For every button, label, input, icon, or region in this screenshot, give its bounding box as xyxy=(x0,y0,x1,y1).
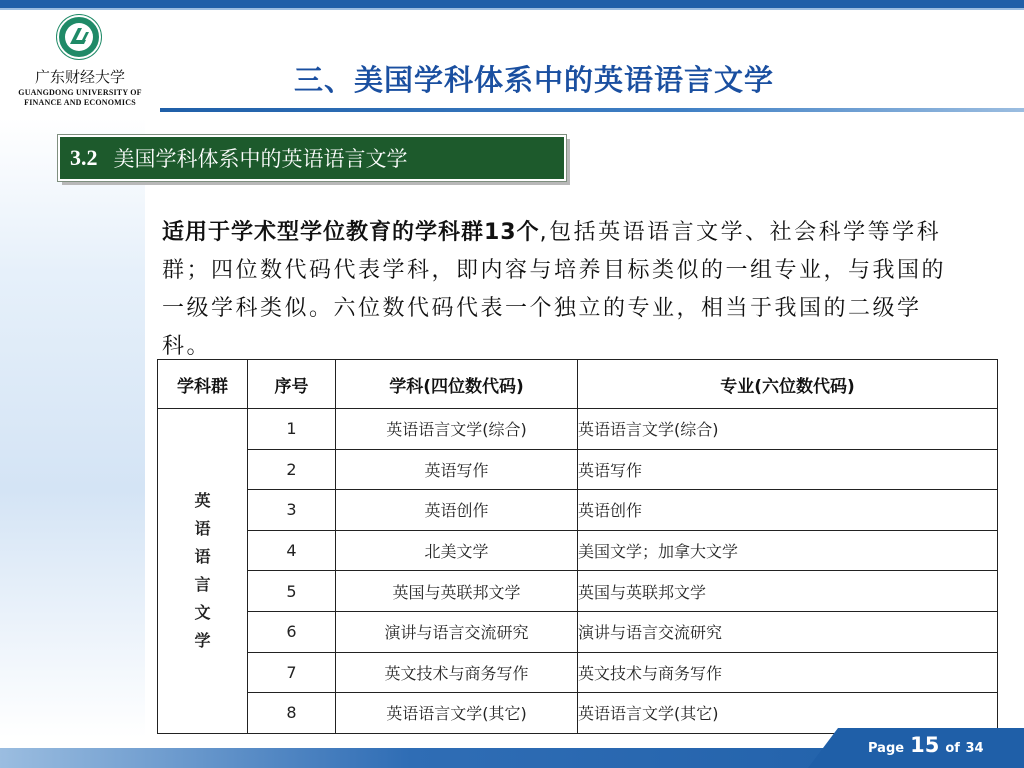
left-decor-stripe xyxy=(0,118,145,738)
university-name-en-line2: FINANCE AND ECONOMICS xyxy=(24,98,136,107)
cell-major: 英语写作 xyxy=(578,449,998,490)
table-row xyxy=(158,693,998,734)
table-header-row xyxy=(158,360,998,409)
page-total: 34 xyxy=(965,741,984,756)
table-row xyxy=(158,530,998,571)
cell-major: 英语语言文学(其它) xyxy=(578,693,998,734)
cell-major: 美国文学；加拿大文学 xyxy=(578,530,998,571)
table-row xyxy=(158,490,998,531)
top-decor-line xyxy=(0,8,1024,10)
header-major: 专业(六位数代码) xyxy=(578,360,998,409)
cell-subject: 英国与英联邦文学 xyxy=(336,571,578,612)
page-title: 三、美国学科体系中的英语语言文学 xyxy=(294,63,775,97)
page-current: 15 xyxy=(910,733,940,757)
section-heading-box xyxy=(58,135,566,181)
cell-index: 5 xyxy=(248,571,336,612)
cell-major: 演讲与语言交流研究 xyxy=(578,611,998,652)
group-label-char: 言 xyxy=(194,574,211,594)
header-subject: 学科(四位数代码) xyxy=(336,360,578,409)
page-word: Page xyxy=(868,741,905,756)
cell-major: 英语语言文学(综合) xyxy=(578,409,998,450)
cell-subject: 英语写作 xyxy=(336,449,578,490)
cell-index: 7 xyxy=(248,652,336,693)
cell-index: 4 xyxy=(248,530,336,571)
body-rest-text: ,包括英语语言文学、社会科学等学科群；四位数代码代表学科，即内容与培养目标类似的一组专业，与我国的一级学科类似。六位数代码代表一个独立的专业，相当于我国的二级学科。 xyxy=(162,220,947,359)
table-row xyxy=(158,571,998,612)
cell-index: 2 xyxy=(248,449,336,490)
cell-subject: 英语创作 xyxy=(336,490,578,531)
body-paragraph xyxy=(162,214,962,366)
logo-emblem-icon xyxy=(56,14,102,60)
cell-major: 英国与英联邦文学 xyxy=(578,571,998,612)
cell-index: 3 xyxy=(248,490,336,531)
page-indicator xyxy=(868,733,984,757)
discipline-table xyxy=(157,359,998,734)
table-row xyxy=(158,449,998,490)
table-row xyxy=(158,409,998,450)
cell-major: 英语创作 xyxy=(578,490,998,531)
section-title: 美国学科体系中的英语语言文学 xyxy=(113,147,408,171)
cell-subject: 演讲与语言交流研究 xyxy=(336,611,578,652)
university-name-en-line1: GUANGDONG UNIVERSITY OF xyxy=(18,88,142,97)
table-row xyxy=(158,611,998,652)
cell-subject: 英语语言文学(综合) xyxy=(336,409,578,450)
group-label-char: 学 xyxy=(194,630,211,650)
body-lead-text: 适用于学术型学位教育的学科群13个 xyxy=(162,220,540,245)
cell-subject: 英语语言文学(其它) xyxy=(336,693,578,734)
group-label-char: 英 xyxy=(194,490,211,510)
cell-subject: 北美文学 xyxy=(336,530,578,571)
table-row xyxy=(158,652,998,693)
group-label-char: 文 xyxy=(194,602,211,622)
section-number: 3.2 xyxy=(70,145,98,170)
university-name-cn: 广东财经大学 xyxy=(34,68,125,86)
header-index: 序号 xyxy=(248,360,336,409)
top-decor-bar xyxy=(0,0,1024,8)
cell-index: 8 xyxy=(248,693,336,734)
group-label-cell xyxy=(158,409,248,734)
cell-index: 1 xyxy=(248,409,336,450)
group-label-char: 语 xyxy=(194,518,211,538)
cell-subject: 英文技术与商务写作 xyxy=(336,652,578,693)
title-divider xyxy=(160,108,1024,112)
university-logo-icon xyxy=(56,14,102,60)
cell-major: 英文技术与商务写作 xyxy=(578,652,998,693)
group-label-char: 语 xyxy=(194,546,211,566)
cell-index: 6 xyxy=(248,611,336,652)
header-group: 学科群 xyxy=(158,360,248,409)
of-word: of xyxy=(945,741,960,756)
